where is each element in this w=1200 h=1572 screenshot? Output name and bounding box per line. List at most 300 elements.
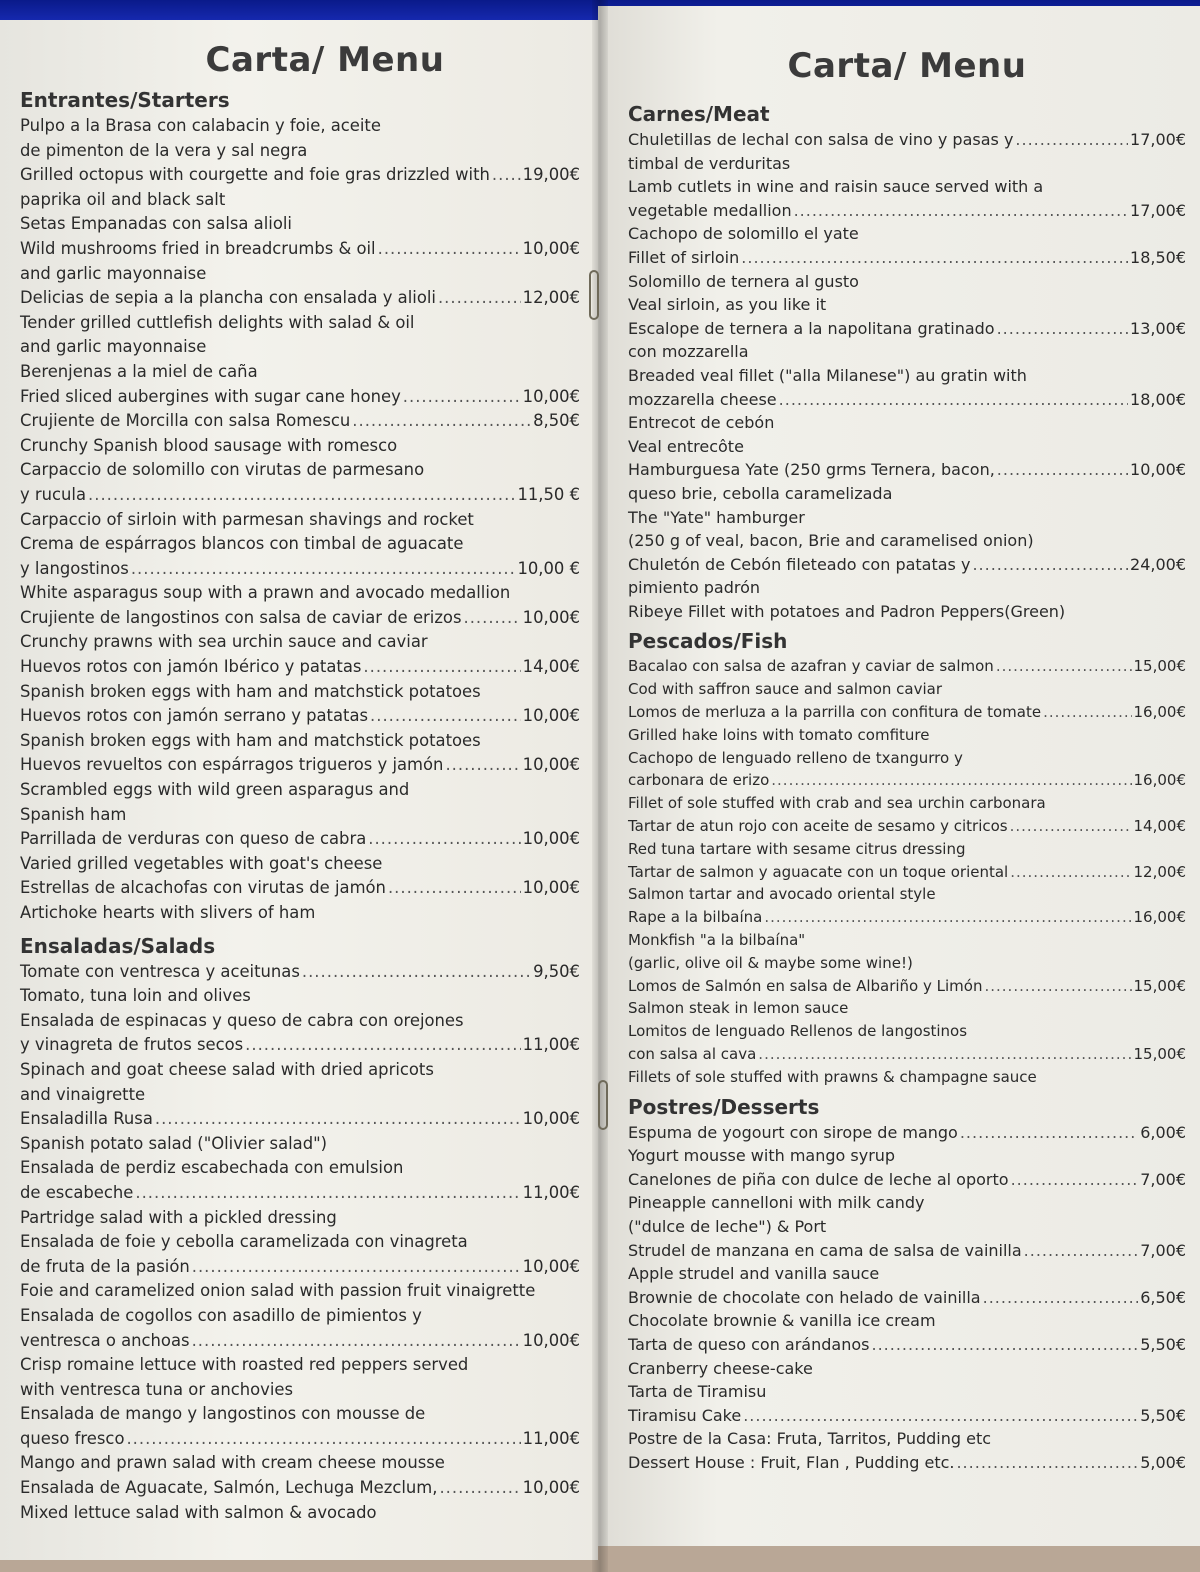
menu-item (628, 270, 1186, 317)
dot-leader (1024, 1239, 1139, 1263)
menu-item (20, 532, 580, 606)
dish-price: 10,00€ (522, 607, 580, 627)
dish-name: Grilled hake loins with tomato comfiture (628, 725, 930, 744)
menu-line (628, 1066, 1186, 1089)
dish-name: The "Yate" hamburger (628, 507, 805, 527)
menu-item (20, 286, 580, 360)
menu-item (628, 747, 1186, 815)
dish-name: Crunchy Spanish blood sausage with romesco (20, 435, 398, 455)
menu-item (20, 1230, 580, 1304)
dish-price: 12,00€ (522, 288, 580, 308)
menu-line (20, 237, 580, 262)
dish-price: 10,00 € (517, 558, 580, 578)
right-sections (628, 102, 1186, 1475)
dish-name: y vinagreta de frutos secos (20, 1035, 244, 1055)
dish-price: 15,00€ (1133, 657, 1186, 676)
menu-line (20, 1083, 580, 1108)
menu-section (628, 1095, 1186, 1475)
dish-name: de pimenton de la vera y sal negra (20, 140, 308, 160)
menu-line (628, 929, 1186, 952)
menu-item (628, 1121, 1186, 1168)
dish-name: Lomos de merluza a la parrilla con confitura de tomate (628, 703, 1042, 722)
dish-name: Fillet of sirloin (628, 247, 740, 267)
menu-line (20, 1058, 580, 1083)
menu-line (628, 1215, 1186, 1239)
menu-line (20, 960, 580, 985)
dish-name: Tartar de salmon y aguacate con un toque oriental (628, 862, 1009, 881)
menu-line (628, 529, 1186, 553)
dish-name: and garlic mayonnaise (20, 337, 207, 357)
menu-line (628, 1286, 1186, 1310)
menu-line (628, 1121, 1186, 1145)
dish-name: Rape a la bilbaína (628, 908, 763, 927)
dot-leader (1010, 861, 1131, 884)
menu-item (20, 1304, 580, 1402)
dot-leader (1011, 1168, 1139, 1192)
dot-leader (464, 606, 521, 631)
menu-line (628, 246, 1186, 270)
dish-name: Crisp romaine lettuce with roasted red peppers served (20, 1355, 469, 1375)
dish-name: Solomillo de ternera al gusto (628, 271, 859, 291)
dish-name: Fried sliced aubergines with sugar cane honey (20, 386, 401, 406)
dish-price: 10,00€ (522, 238, 580, 258)
dish-name: Tomato, tuna loin and olives (20, 986, 251, 1006)
menu-line (20, 1132, 580, 1157)
menu-line (20, 1107, 580, 1132)
dish-price: 24,00€ (1130, 554, 1186, 574)
dish-name: Mixed lettuce salad with salmon & avocado (20, 1502, 377, 1522)
dot-leader (758, 1043, 1131, 1066)
dish-name: Parrillada de verduras con queso de cabra (20, 829, 367, 849)
menu-section (20, 934, 580, 1526)
menu-line (628, 576, 1186, 600)
menu-item (628, 975, 1186, 1021)
menu-item (628, 317, 1186, 411)
menu-line (628, 1144, 1186, 1168)
dish-name: Strudel de manzana en cama de salsa de vainilla (628, 1240, 1022, 1260)
dot-leader (764, 906, 1131, 929)
menu-line (628, 317, 1186, 341)
menu-line (628, 678, 1186, 701)
dish-name: Huevos rotos con jamón Ibérico y patatas (20, 657, 362, 677)
dish-name: Artichoke hearts with slivers of ham (20, 903, 316, 922)
menu-line (628, 1020, 1186, 1043)
menu-item (20, 1156, 580, 1230)
dish-name: Veal entrecôte (628, 436, 744, 456)
dish-name: pimiento padrón (628, 578, 761, 598)
menu-line (20, 508, 580, 533)
dish-name: Carpaccio de solomillo con virutas de parmesano (20, 460, 425, 480)
dish-name: Wild mushrooms fried in breadcrumbs & oil (20, 238, 376, 258)
menu-line (628, 199, 1186, 223)
menu-item (628, 1286, 1186, 1333)
dot-leader (983, 1286, 1139, 1310)
dish-name: Spinach and goat cheese salad with dried apricots (20, 1059, 434, 1079)
menu-line (20, 803, 580, 828)
menu-item (628, 411, 1186, 458)
menu-item (20, 655, 580, 704)
menu-item (20, 960, 580, 1009)
menu-line (628, 747, 1186, 770)
menu-line (20, 1402, 580, 1427)
binding-clip (598, 1080, 608, 1130)
menu-item (628, 222, 1186, 269)
dish-name: Yogurt mousse with mango syrup (628, 1146, 896, 1166)
menu-line (20, 409, 580, 434)
dot-leader (370, 704, 521, 729)
dish-price: 11,50 € (517, 484, 580, 504)
menu-item (628, 861, 1186, 907)
menu-line (20, 335, 580, 360)
menu-item (628, 655, 1186, 701)
menu-line (20, 1255, 580, 1280)
dish-name: Crujiente de Morcilla con salsa Romescu (20, 411, 351, 431)
menu-line (20, 163, 580, 188)
dot-leader (155, 1107, 521, 1132)
dish-name: paprika oil and black salt (20, 189, 226, 209)
dish-name: Ensalada de perdiz escabechada con emulsion (20, 1158, 404, 1178)
menu-line (20, 212, 580, 237)
menu-line (20, 532, 580, 557)
binding-clip (589, 270, 599, 320)
dot-leader (997, 458, 1128, 482)
dish-price: 11,00€ (522, 1035, 580, 1055)
section-title: Ensaladas/Salads (20, 933, 216, 958)
dish-name: Espuma de yogourt con sirope de mango (628, 1122, 958, 1142)
dish-name: Salmon tartar and avocado oriental style (628, 885, 936, 904)
dish-price: 11,00€ (522, 1182, 580, 1202)
dot-leader (996, 655, 1132, 678)
menu-line (20, 729, 580, 754)
menu-line (20, 360, 580, 385)
dish-name: Veal sirloin, as you like it (628, 295, 827, 315)
dot-leader (302, 960, 531, 985)
menu-line (20, 139, 580, 164)
menu-item (628, 815, 1186, 861)
menu-item (20, 1402, 580, 1476)
dish-name: and vinaigrette (20, 1084, 146, 1104)
menu-line (628, 1333, 1186, 1357)
menu-line (628, 435, 1186, 459)
dish-name: Lamb cutlets in wine and raisin sauce served with a (628, 177, 1044, 197)
dish-price: 5,50€ (1140, 1334, 1186, 1354)
menu-line (628, 792, 1186, 815)
dot-leader (741, 246, 1128, 270)
dish-price: 10,00€ (522, 1109, 580, 1129)
menu-line (628, 553, 1186, 577)
dish-price: 6,50€ (1140, 1287, 1186, 1307)
dish-name: Cachopo de lenguado relleno de txangurro y (628, 748, 963, 767)
dish-name: con mozzarella (628, 342, 749, 362)
dish-name: Dessert House : Fruit, Flan , Pudding etc. (628, 1452, 955, 1472)
menu-line (20, 606, 580, 631)
menu-line (628, 1380, 1186, 1404)
menu-line (628, 270, 1186, 294)
menu-line (20, 1501, 580, 1526)
dot-leader (1010, 815, 1132, 838)
section-title: Entrantes/Starters (20, 88, 230, 112)
dish-price: 10,00€ (1130, 460, 1186, 480)
dish-name: and garlic mayonnaise (20, 263, 207, 283)
dish-name: Tartar de atun rojo con aceite de sesamo y citricos (628, 817, 1008, 836)
menu-line (20, 1476, 580, 1501)
menu-line (628, 952, 1186, 975)
menu-line (20, 753, 580, 778)
dish-price: 8,50€ (533, 411, 580, 431)
menu-line (20, 1451, 580, 1476)
dish-name: Tarta de queso con arándanos (628, 1334, 870, 1354)
dish-name: Foie and caramelized onion salad with passion fruit vinaigrette (20, 1281, 536, 1301)
menu-line (20, 1206, 580, 1231)
menu-line (628, 1309, 1186, 1333)
menu-line (20, 704, 580, 729)
dish-price: 19,00€ (522, 165, 580, 185)
menu-line (20, 1329, 580, 1354)
dish-name: Delicias de sepia a la plancha con ensalada y alioli (20, 288, 436, 308)
dish-price: 10,00€ (522, 706, 580, 726)
dish-name: Scrambled eggs with wild green asparagus and (20, 780, 410, 800)
menu-line (20, 1353, 580, 1378)
dish-name: de escabeche (20, 1182, 134, 1202)
dot-leader (771, 769, 1131, 792)
dish-name: queso brie, cebolla caramelizada (628, 483, 893, 503)
dish-price: 17,00€ (1130, 130, 1186, 149)
menu-line (20, 188, 580, 213)
dish-name: Ribeye Fillet with potatoes and Padron Peppers(Green) (628, 601, 1066, 621)
menu-line (20, 630, 580, 655)
dish-name: Chuletón de Cebón fileteado con patatas y (628, 554, 971, 574)
dish-price: 13,00€ (1130, 318, 1186, 338)
menu-item (20, 1107, 580, 1156)
menu-line (20, 1009, 580, 1034)
menu-item (628, 906, 1186, 974)
page-title: Carta/ Menu (787, 46, 1027, 86)
dish-name: Varied grilled vegetables with goat's cheese (20, 853, 383, 873)
menu-line (628, 340, 1186, 364)
dish-price: 5,00€ (1140, 1452, 1186, 1472)
dish-name: carbonara de erizo (628, 771, 770, 790)
dish-name: Carpaccio of sirloin with parmesan shavings and rocket (20, 509, 474, 529)
dot-leader (779, 388, 1128, 412)
dish-name: y rucula (20, 484, 87, 504)
dish-name: Canelones de piña con dulce de leche al oporto (628, 1169, 1009, 1189)
dish-price: 14,00€ (1133, 817, 1186, 836)
menu-line (628, 458, 1186, 482)
dish-name: timbal de verduritas (628, 153, 791, 173)
dot-leader (492, 163, 521, 188)
dish-price: 10,00€ (522, 829, 580, 849)
dot-leader (956, 1451, 1138, 1475)
dish-name: Grilled octopus with courgette and foie gras drizzled with (20, 165, 490, 185)
dish-price: 11,00€ (522, 1428, 580, 1448)
menu-line (20, 1181, 580, 1206)
dot-leader (368, 827, 520, 852)
dish-price: 16,00€ (1133, 908, 1186, 927)
menu-item (628, 128, 1186, 222)
menu-line (628, 388, 1186, 412)
dot-leader (1015, 128, 1128, 152)
dish-name: Salmon steak in lemon sauce (628, 999, 849, 1018)
dish-name: Lomitos de lenguado Rellenos de langostinos (628, 1022, 968, 1041)
dot-leader (388, 876, 521, 901)
menu-item (20, 876, 580, 925)
menu-line (628, 655, 1186, 678)
menu-line (20, 434, 580, 459)
dish-name: Spanish broken eggs with ham and matchstick potatoes (20, 730, 481, 750)
dish-name: Escalope de ternera a la napolitana gratinado (628, 318, 995, 338)
dot-leader (794, 199, 1128, 223)
dish-price: 18,50€ (1130, 247, 1186, 267)
menu-item (20, 212, 580, 286)
dish-name: Tiramisu Cake (628, 1405, 742, 1425)
dish-name: vegetable medallion (628, 200, 792, 220)
dish-name: Postre de la Casa: Fruta, Tarritos, Pudding etc (628, 1429, 992, 1449)
dot-leader (352, 409, 531, 434)
menu-line (20, 557, 580, 582)
dish-name: Ensalada de Aguacate, Salmón, Lechuga Mezclum, (20, 1478, 438, 1498)
menu-line (628, 769, 1186, 792)
dish-name: mozzarella cheese (628, 389, 777, 409)
menu-line (20, 680, 580, 705)
dish-name: Crujiente de langostinos con salsa de caviar de erizos (20, 607, 462, 627)
dish-name: ("dulce de leche") & Port (628, 1216, 827, 1236)
dot-leader (445, 753, 520, 778)
menu-line (20, 852, 580, 877)
menu-line (628, 815, 1186, 838)
dish-name: Huevos rotos con jamón serrano y patatas (20, 706, 369, 726)
dish-name: Pulpo a la Brasa con calabacin y foie, aceite (20, 116, 381, 135)
menu-item (628, 1427, 1186, 1474)
menu-line (628, 506, 1186, 530)
dish-name: Ensaladilla Rusa (20, 1109, 153, 1129)
dish-price: 16,00€ (1133, 771, 1186, 790)
menu-item (628, 458, 1186, 552)
menu-page-right (598, 6, 1200, 1546)
dish-name: Cranberry cheese-cake (628, 1358, 813, 1378)
menu-line (628, 1427, 1186, 1451)
dish-price: 7,00€ (1140, 1240, 1186, 1260)
dish-name: Bacalao con salsa de azafran y caviar de salmon (628, 657, 994, 676)
menu-line (628, 861, 1186, 884)
menu-line (20, 655, 580, 680)
menu-line (628, 152, 1186, 176)
menu-line (20, 1427, 580, 1452)
dish-name: queso fresco (20, 1428, 125, 1448)
menu-line (20, 1230, 580, 1255)
menu-line (20, 1279, 580, 1304)
dish-name: Estrellas de alcachofas con virutas de jamón (20, 878, 386, 898)
dot-leader (743, 1404, 1138, 1428)
menu-line (628, 1262, 1186, 1286)
menu-line (628, 1239, 1186, 1263)
menu-line (20, 262, 580, 287)
dish-name: Cachopo de solomillo el yate (628, 224, 859, 244)
dish-price: 10,00€ (522, 755, 580, 775)
menu-line (628, 975, 1186, 998)
dish-name: Mango and prawn salad with cream cheese mousse (20, 1453, 445, 1473)
menu-line (628, 222, 1186, 246)
dot-leader (997, 317, 1128, 341)
menu-line (628, 1404, 1186, 1428)
dish-price: 15,00€ (1133, 1045, 1186, 1064)
dish-name: Hamburguesa Yate (250 grms Ternera, bacon, (628, 460, 995, 480)
dish-name: Ensalada de espinacas y queso de cabra con orejones (20, 1010, 464, 1030)
menu-line (20, 827, 580, 852)
dish-name: Spanish potato salad ("Olivier salad") (20, 1133, 328, 1153)
dish-name: Pineapple cannelloni with milk candy (628, 1193, 925, 1213)
dish-name: Tarta de Tiramisu (628, 1382, 767, 1402)
menu-line (20, 114, 580, 139)
menu-item (20, 1476, 580, 1525)
dish-name: con salsa al cava (628, 1045, 757, 1064)
menu-line (20, 483, 580, 508)
menu-line (628, 482, 1186, 506)
section-title: Postres/Desserts (628, 1094, 820, 1119)
dish-name: (250 g of veal, bacon, Brie and caramelised onion) (628, 531, 1034, 551)
menu-item (628, 701, 1186, 747)
dish-name: Fillets of sole stuffed with prawns & champagne sauce (628, 1067, 1037, 1086)
dish-name: Red tuna tartare with sesame citrus dressing (628, 839, 966, 858)
menu-line (628, 906, 1186, 929)
dot-leader (438, 286, 521, 311)
dish-price: 9,50€ (533, 961, 580, 981)
dish-price: 10,00€ (522, 1330, 580, 1350)
menu-item (20, 360, 580, 409)
menu-line (628, 128, 1186, 152)
menu-section (20, 88, 580, 926)
menu-line (628, 997, 1186, 1020)
dot-leader (192, 1329, 521, 1354)
dot-leader (984, 975, 1131, 998)
dish-price: 7,00€ (1140, 1169, 1186, 1189)
dot-leader (403, 385, 521, 410)
dish-name: Monkfish "a la bilbaína" (628, 931, 806, 950)
dish-price: 10,00€ (522, 386, 580, 406)
menu-fold (592, 0, 608, 1572)
dish-name: Spanish broken eggs with ham and matchstick potatoes (20, 681, 481, 701)
menu-line (628, 1191, 1186, 1215)
menu-line (20, 311, 580, 336)
menu-item (628, 1380, 1186, 1427)
menu-line (20, 1033, 580, 1058)
menu-line (20, 778, 580, 803)
dot-leader (192, 1255, 521, 1280)
dish-name: Breaded veal fillet ("alla Milanese") au gratin with (628, 365, 1027, 385)
menu-line (628, 1168, 1186, 1192)
dot-leader (135, 1181, 520, 1206)
menu-line (628, 411, 1186, 435)
menu-item (20, 753, 580, 827)
dot-leader (871, 1333, 1138, 1357)
menu-line (20, 901, 580, 926)
dish-name: Brownie de chocolate con helado de vainilla (628, 1287, 981, 1307)
menu-item (628, 1333, 1186, 1380)
dish-name: Tomate con ventresca y aceitunas (20, 961, 300, 981)
page-title: Carta/ Menu (205, 40, 445, 80)
menu-line (20, 581, 580, 606)
menu-line (628, 724, 1186, 747)
menu-item (628, 1239, 1186, 1286)
dish-price: 15,00€ (1133, 976, 1186, 995)
dot-leader (126, 1427, 520, 1452)
menu-item (20, 409, 580, 458)
menu-line (628, 701, 1186, 724)
dish-name: (garlic, olive oil & maybe some wine!) (628, 953, 913, 972)
menu-line (628, 175, 1186, 199)
dish-name: Setas Empanadas con salsa alioli (20, 214, 292, 234)
menu-line (20, 1156, 580, 1181)
dish-name: y langostinos (20, 558, 129, 578)
